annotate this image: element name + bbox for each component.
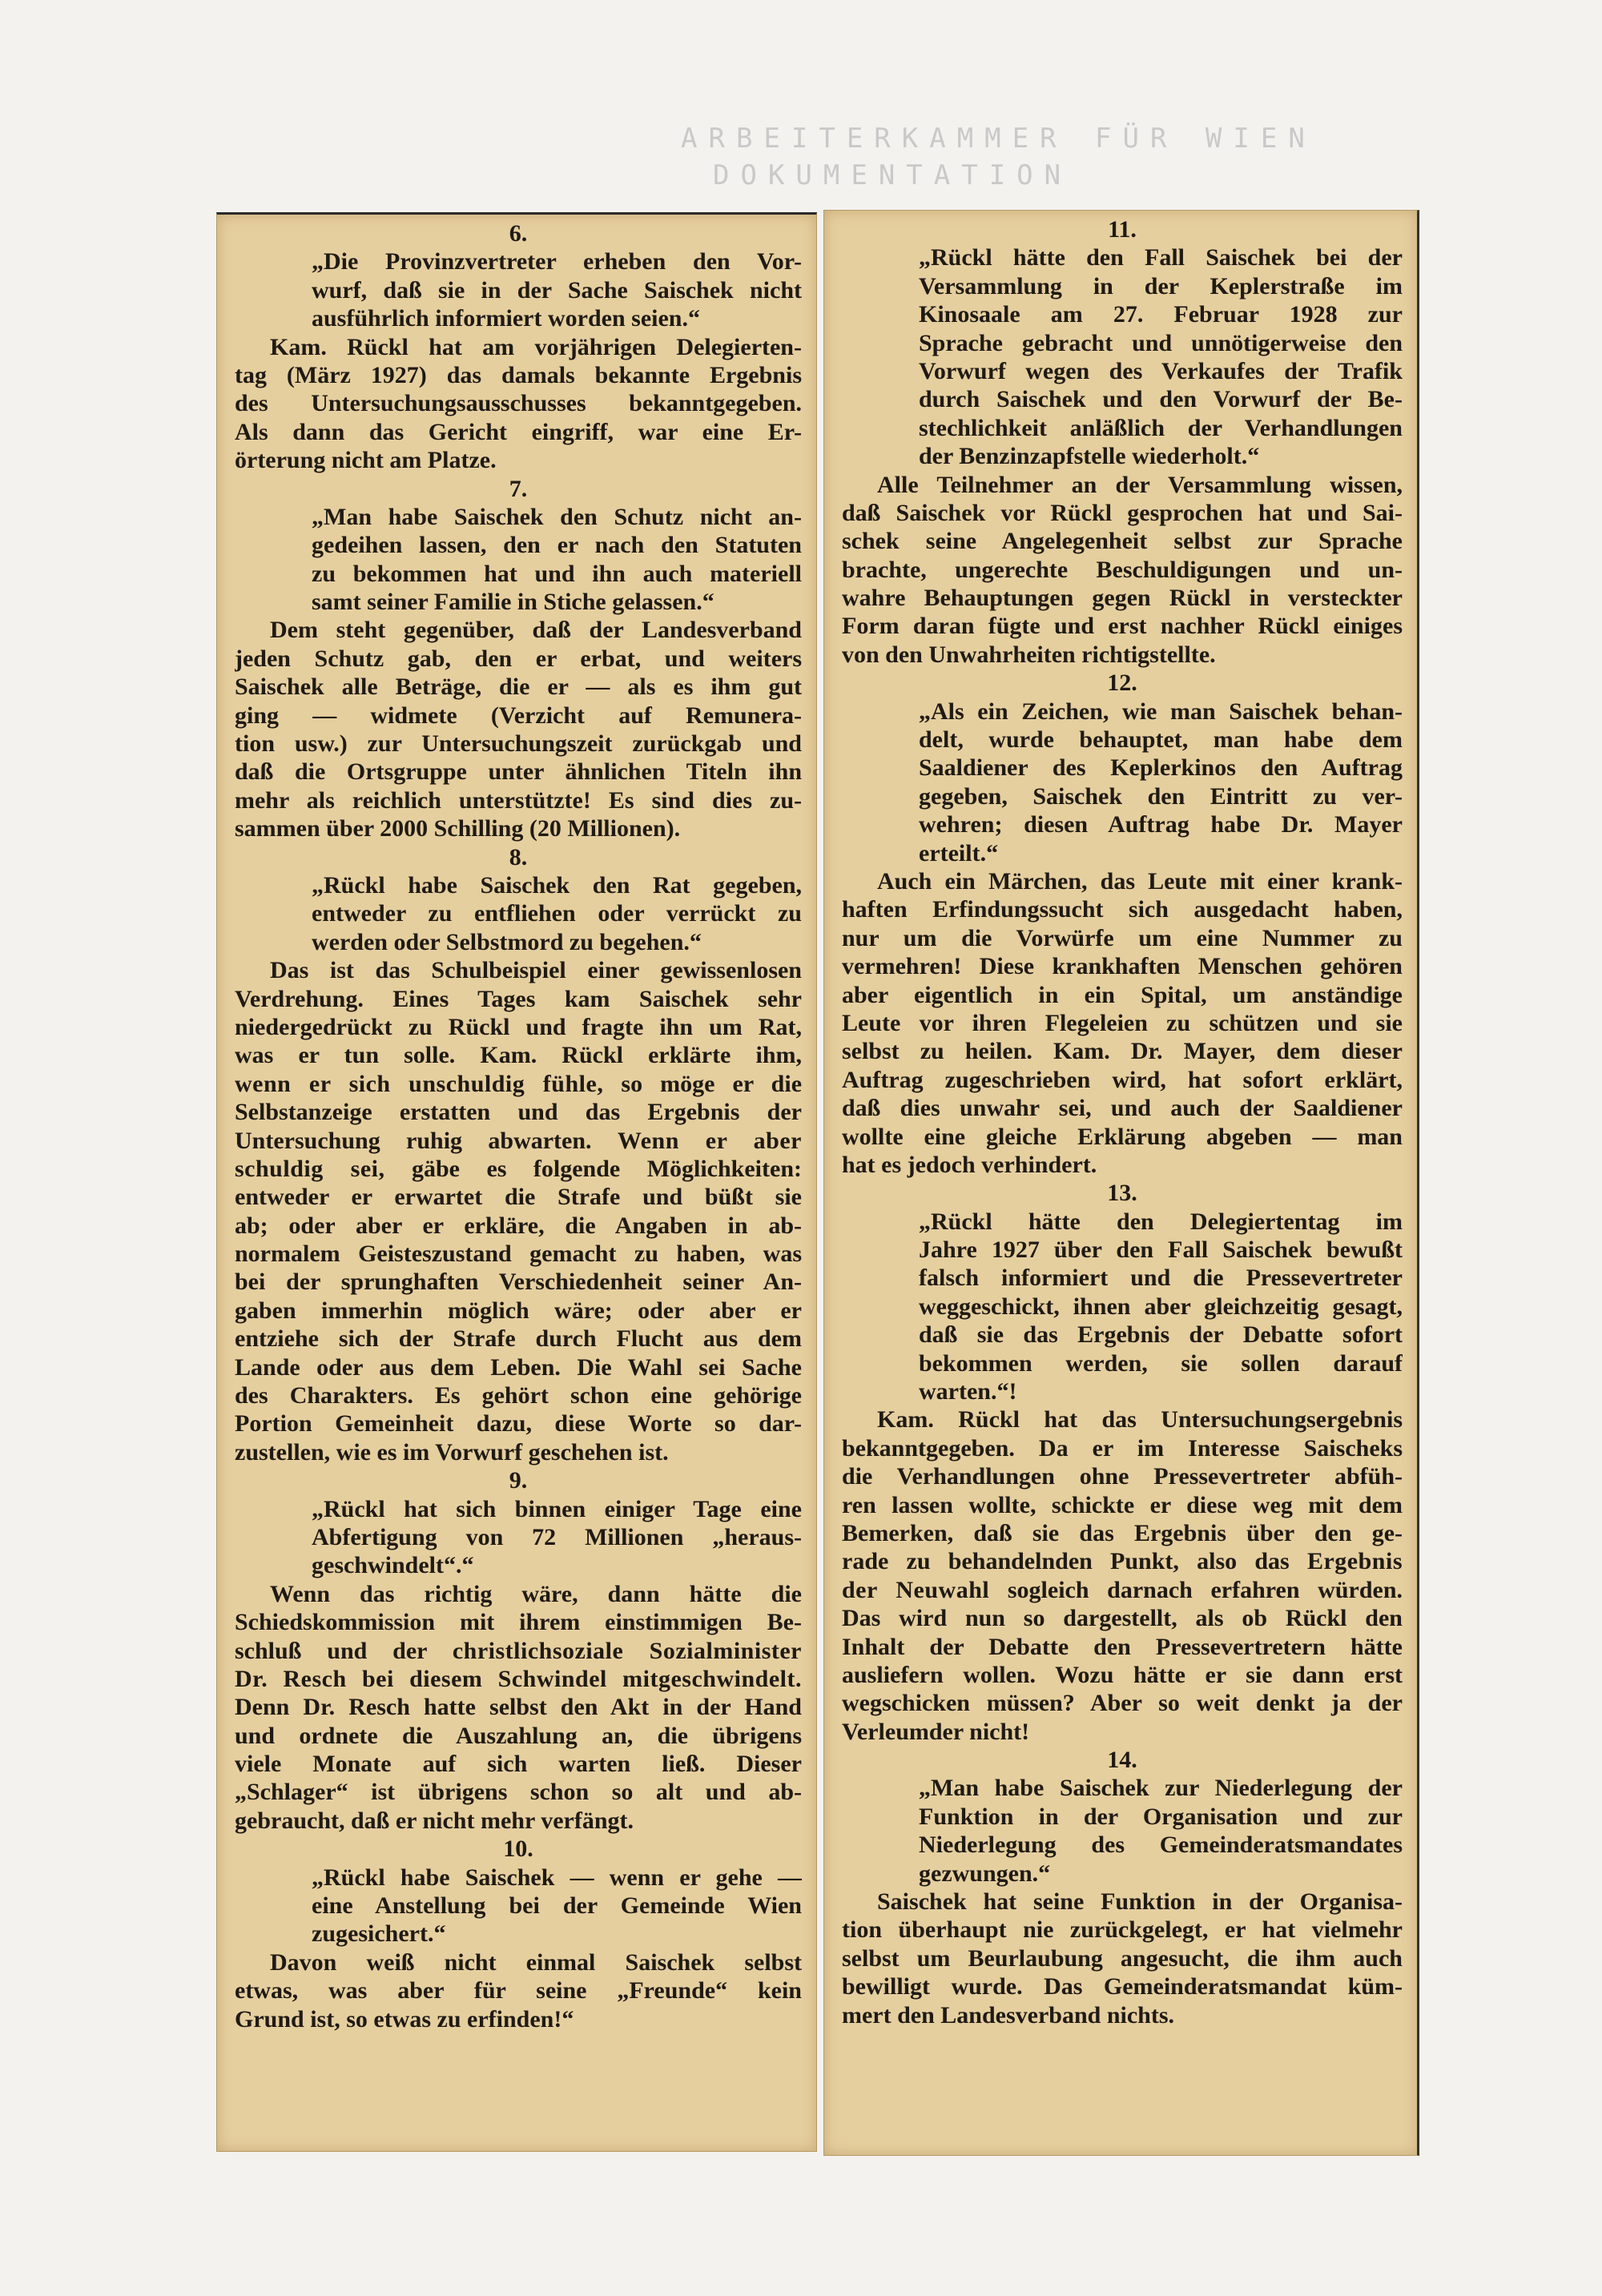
text-line: samt seiner Familie in Stiche gelassen.“ — [312, 589, 714, 616]
text-line: „Man habe Saischek den Schutz nicht an- — [312, 503, 802, 530]
text-line: mehr als reichlich unterstützte! Es sind dies zu- — [235, 786, 802, 814]
text-line: wurf, daß sie in der Sache Saischek nicht — [312, 276, 802, 304]
text-line: „Rückl habe Saischek — wenn er gehe — — [312, 1864, 802, 1891]
quoted-allegation — [235, 1864, 802, 1948]
text-line: daß Saischek vor Rückl gesprochen hat und Sai- — [842, 499, 1403, 526]
text-line: 14. — [1107, 1747, 1137, 1774]
text-line: des Untersuchungsausschusses bekanntgegeben. — [235, 390, 802, 417]
newspaper-clipping-right — [823, 210, 1419, 2156]
text-line: Als dann das Gericht eingriff, war eine Er- — [235, 418, 802, 445]
text-line: tag (März 1927) das damals bekannte Ergebnis — [235, 361, 802, 388]
section-number — [235, 1835, 802, 1863]
text-line: Kinosaale am 27. Februar 1928 zur — [919, 301, 1403, 328]
quoted-allegation — [235, 1495, 802, 1580]
text-line: der Benzinzapfstelle wiederholt.“ — [919, 443, 1260, 470]
text-line: bekommen werden, sie sollen darauf — [919, 1349, 1403, 1377]
text-line: 8. — [509, 843, 528, 871]
bold-text: christlichsoziale Sozialminister — [452, 1637, 802, 1664]
text-column-left — [235, 219, 802, 2033]
text-line: Funktion in der Organisation und zur — [919, 1803, 1403, 1830]
response-paragraph — [842, 867, 1403, 1179]
text-line: weggeschickt, ihnen aber gleichzeitig gesagt, — [919, 1293, 1403, 1320]
text-line: zu bekommen hat und ihn auch materiell — [312, 560, 802, 587]
text-line: 12. — [1107, 669, 1137, 697]
text-line: wollte eine gleiche Erklärung abgeben — man — [842, 1123, 1403, 1150]
text-line: nur um die Vorwürfe um eine Nummer zu — [842, 924, 1403, 951]
text-line: ab; oder aber er erkläre, die Angaben in ab- — [235, 1212, 802, 1239]
text-line: Schiedskommission mit ihrem einstimmigen Be- — [235, 1609, 802, 1636]
response-paragraph — [235, 1948, 802, 2033]
text-line: wehren; diesen Auftrag habe Dr. Mayer — [919, 811, 1403, 838]
text-line: wegschicken müssen? Aber so weit denkt ja der — [842, 1690, 1403, 1717]
text-line: selbst zu heilen. Kam. Dr. Mayer, dem dieser — [842, 1038, 1403, 1065]
text-line: Verleumder nicht! — [842, 1718, 1030, 1745]
text-line: mert den Landesverband nichts. — [842, 2001, 1175, 2029]
text-line: hat es jedoch verhindert. — [842, 1151, 1097, 1178]
text-line: Bemerken, daß sie das Ergebnis über den ge- — [842, 1519, 1403, 1546]
response-paragraph — [842, 1888, 1403, 2029]
text-line: die Verhandlungen ohne Pressevertreter abfüh- — [842, 1463, 1403, 1490]
stamp-line-1: ARBEITERKAMMER FÜR WIEN — [681, 123, 1316, 155]
text-line: Auftrag zugeschrieben wird, hat sofort erklärt, — [842, 1066, 1403, 1093]
text-line: haften Erfindungssucht sich ausgedacht haben, — [842, 896, 1403, 923]
text-line: zustellen, wie es im Vorwurf geschehen ist. — [235, 1438, 669, 1466]
text-segment: schluß und der — [235, 1637, 453, 1664]
newspaper-clipping-left — [216, 212, 817, 2152]
text-line: 9. — [509, 1467, 528, 1494]
text-line: „Rückl hätte den Delegiertentag im — [919, 1208, 1403, 1235]
text-line: bewilligt wurde. Das Gemeinderatsmandat küm- — [842, 1973, 1403, 2000]
text-line: etwas, was aber für seine „Freunde“ kein — [235, 1977, 802, 2004]
section-number — [842, 215, 1403, 243]
text-line: „Als ein Zeichen, wie man Saischek behan- — [919, 698, 1403, 725]
section-number — [235, 843, 802, 871]
text-line: gedeihen lassen, den er nach den Statuten — [312, 532, 802, 559]
text-line: ging — widmete (Verzicht auf Remunera- — [235, 702, 802, 729]
text-line: Denn Dr. Resch hatte selbst den Akt in der Hand — [235, 1694, 802, 1721]
text-line: bekanntgegeben. Da er im Interesse Saischeks — [842, 1434, 1403, 1462]
text-line: entweder zu entfliehen oder verrückt zu — [312, 900, 802, 927]
text-line — [235, 1665, 802, 1693]
text-line: „Rückl habe Saischek den Rat gegeben, — [312, 871, 802, 899]
text-segment: gäbe es folgende Möglichkeiten: — [384, 1155, 802, 1182]
response-paragraph — [842, 1405, 1403, 1746]
text-line: Kam. Rückl hat am vorjährigen Delegierten- — [270, 333, 802, 360]
response-paragraph — [235, 333, 802, 475]
bold-text: Wenn er aber — [617, 1127, 802, 1154]
text-segment: rade zu behandelnden Punkt, also das — [842, 1548, 1307, 1575]
text-line: Jahre 1927 über den Fall Saischek bewußt — [919, 1236, 1403, 1264]
response-paragraph — [842, 471, 1403, 669]
text-line: eine Anstellung bei der Gemeinde Wien — [312, 1892, 802, 1920]
text-line: „Rückl hat sich binnen einiger Tage eine — [312, 1495, 802, 1522]
text-line: ren lassen wollte, schickte er diese weg mit dem — [842, 1491, 1403, 1518]
text-line: Saischek hat seine Funktion in der Organisa- — [877, 1888, 1403, 1916]
text-line: daß sie das Ergebnis der Debatte sofort — [919, 1321, 1403, 1349]
text-line: 13. — [1107, 1180, 1137, 1207]
text-line — [842, 1576, 1403, 1604]
text-line: Sprache gebracht und unnötigerweise den — [919, 329, 1403, 356]
text-line: von den Unwahrheiten richtigstellte. — [842, 641, 1216, 668]
text-line: schek seine Angelegenheit selbst zur Sprache — [842, 528, 1403, 555]
text-line: „Rückl hätte den Fall Saischek bei der — [919, 244, 1403, 271]
response-paragraph — [235, 956, 802, 1466]
bold-text: schuldig sei, — [235, 1155, 385, 1182]
text-line — [842, 1547, 1403, 1575]
section-number — [235, 1466, 802, 1494]
stamp-line-2: DOKUMENTATION — [713, 159, 1073, 191]
text-line: Grund ist, so etwas zu erfinden!“ — [235, 2005, 574, 2033]
text-line: gaben immerhin möglich wäre; oder aber er — [235, 1297, 802, 1324]
text-line: Leute vor ihren Flegeleien zu schützen und sie — [842, 1009, 1403, 1036]
text-line: stechlichkeit anläßlich der Verhandlungen — [919, 414, 1403, 441]
quoted-allegation — [235, 871, 802, 956]
section-number — [235, 475, 802, 503]
bold-text: Ergebnis — [1306, 1548, 1403, 1575]
section-number — [842, 1746, 1403, 1774]
text-line: Versammlung in der Keplerstraße im — [919, 272, 1403, 300]
section-number — [842, 669, 1403, 697]
text-line: bei der sprunghaften Verschiedenheit seiner An- — [235, 1269, 802, 1296]
text-line — [235, 1070, 802, 1098]
text-line: brachte, ungerechte Beschuldigungen und un- — [842, 556, 1403, 583]
text-line: Davon weiß nicht einmal Saischek selbst — [270, 1948, 802, 1976]
text-line: Form daran fügte und erst nachher Rückl einiges — [842, 613, 1403, 640]
section-number — [842, 1179, 1403, 1207]
text-line: Dem steht gegenüber, daß der Landesverband — [270, 617, 802, 644]
text-line: tion usw.) zur Untersuchungszeit zurückgab und — [235, 730, 802, 758]
text-line: sammen über 2000 Schilling (20 Millionen). — [235, 815, 681, 842]
text-line: Selbstanzeige erstatten und das Ergebnis der — [235, 1099, 802, 1126]
text-line: Alle Teilnehmer an der Versammlung wissen, — [877, 471, 1403, 498]
text-line: viele Monate auf sich warten ließ. Dieser — [235, 1751, 802, 1778]
text-line: erteilt.“ — [919, 839, 999, 867]
text-line: Vorwurf wegen des Verkaufes der Trafik — [919, 357, 1403, 384]
text-line: gezwungen.“ — [919, 1860, 1051, 1887]
text-line: 11. — [1108, 216, 1137, 243]
text-line: 7. — [509, 475, 528, 502]
quoted-allegation — [235, 247, 802, 332]
quoted-allegation — [235, 503, 802, 617]
text-line: normalem Geisteszustand gemacht zu haben, was — [235, 1240, 802, 1268]
text-line: was er tun solle. Kam. Rückl erklärte ihm, — [235, 1042, 802, 1069]
text-line: und ordnete die Auszahlung an, die übrigens — [235, 1722, 802, 1749]
text-line: tion überhaupt nie zurückgelegt, er hat vielmehr — [842, 1916, 1403, 1944]
quoted-allegation — [842, 243, 1403, 470]
text-line: selbst um Beurlaubung angesucht, die ihm auch — [842, 1944, 1403, 1972]
text-line: werden oder Selbstmord zu begehen.“ — [312, 928, 702, 955]
bold-text: wenn er sich unschuldig fühle, — [235, 1070, 604, 1097]
text-line — [235, 1637, 802, 1665]
text-line: Portion Gemeinheit dazu, diese Worte so dar- — [235, 1410, 802, 1438]
text-segment: Untersuchung ruhig abwarten. — [235, 1127, 618, 1154]
text-line: gebraucht, daß er nicht mehr verfängt. — [235, 1807, 634, 1834]
text-line: daß die Ortsgruppe unter ähnlichen Titeln ihn — [235, 758, 802, 786]
text-segment: so möge er die — [603, 1070, 802, 1097]
text-segment: sogleich darnach erfahren würden. — [989, 1576, 1403, 1603]
bold-text: der Neuwahl — [842, 1576, 990, 1603]
text-line: Saischek alle Beträge, die er — als es ihm gut — [235, 674, 802, 701]
bold-text: Dr. Resch bei diesem Schwindel mitgeschwindelt. — [235, 1665, 802, 1692]
text-line: entziehe sich der Strafe durch Flucht aus dem — [235, 1325, 802, 1353]
text-line: durch Saischek und den Vorwurf der Be- — [919, 386, 1403, 413]
text-line: ausliefern wollen. Wozu hätte er sie dann erst — [842, 1661, 1403, 1688]
text-line: Auch ein Märchen, das Leute mit einer krank- — [877, 867, 1403, 895]
quoted-allegation — [842, 698, 1403, 867]
text-line: Das wird nun so dargestellt, als ob Rückl den — [842, 1605, 1403, 1632]
text-line: Wenn das richtig wäre, dann hätte die — [270, 1580, 802, 1607]
text-line: Abfertigung von 72 Millionen „heraus- — [312, 1523, 802, 1550]
text-line: „Man habe Saischek zur Niederlegung der — [919, 1775, 1403, 1802]
text-line: jeden Schutz gab, den er erbat, und weiters — [235, 645, 802, 672]
quoted-allegation — [842, 1208, 1403, 1406]
text-column-right — [842, 215, 1403, 2029]
text-line: geschwindelt“.“ — [312, 1552, 474, 1579]
response-paragraph — [235, 1580, 802, 1836]
text-line: des Charakters. Es gehört schon eine gehörige — [235, 1382, 802, 1409]
text-line: warten.“! — [919, 1378, 1017, 1405]
text-line: Inhalt der Debatte den Pressevertretern hätte — [842, 1633, 1403, 1660]
text-line: Niederlegung des Gemeinderatsmandates — [919, 1832, 1403, 1859]
text-line: Lande oder aus dem Leben. Die Wahl sei Sache — [235, 1353, 802, 1381]
text-line: 10. — [503, 1836, 533, 1863]
text-line: gegeben, Saischek den Eintritt zu ver- — [919, 782, 1403, 810]
text-line — [235, 1155, 802, 1183]
text-line: 6. — [509, 220, 528, 247]
text-line: örterung nicht am Platze. — [235, 447, 497, 474]
text-line: niedergedrückt zu Rückl und fragte ihn um Rat, — [235, 1013, 802, 1040]
text-line: aber eigentlich in ein Spital, um anständige — [842, 981, 1403, 1008]
text-line: entweder er erwartet die Strafe und büßt sie — [235, 1184, 802, 1211]
text-line: ausführlich informiert worden seien.“ — [312, 305, 700, 332]
quoted-allegation — [842, 1774, 1403, 1888]
archive-stamp — [681, 120, 1402, 194]
response-paragraph — [235, 616, 802, 842]
text-line: „Schlager“ ist übrigens schon so alt und ab- — [235, 1779, 802, 1806]
text-line: daß dies unwahr sei, und auch der Saaldiener — [842, 1095, 1403, 1122]
text-line: wahre Behauptungen gegen Rückl in versteckter — [842, 585, 1403, 612]
text-line: delt, wurde behauptet, man habe dem — [919, 726, 1403, 754]
text-line: Saaldiener des Keplerkinos den Auftrag — [919, 754, 1403, 782]
text-line: vermehren! Diese krankhaften Menschen gehören — [842, 953, 1403, 980]
text-line: „Die Provinzvertreter erheben den Vor- — [312, 248, 802, 275]
text-line: Kam. Rückl hat das Untersuchungsergebnis — [877, 1406, 1403, 1433]
section-number — [235, 219, 802, 247]
text-line: Verdrehung. Eines Tages kam Saischek sehr — [235, 985, 802, 1012]
text-line: zugesichert.“ — [312, 1920, 446, 1948]
text-line — [235, 1127, 802, 1155]
text-line: falsch informiert und die Pressevertreter — [919, 1265, 1403, 1292]
text-line: Das ist das Schulbeispiel einer gewissenlosen — [270, 957, 802, 984]
